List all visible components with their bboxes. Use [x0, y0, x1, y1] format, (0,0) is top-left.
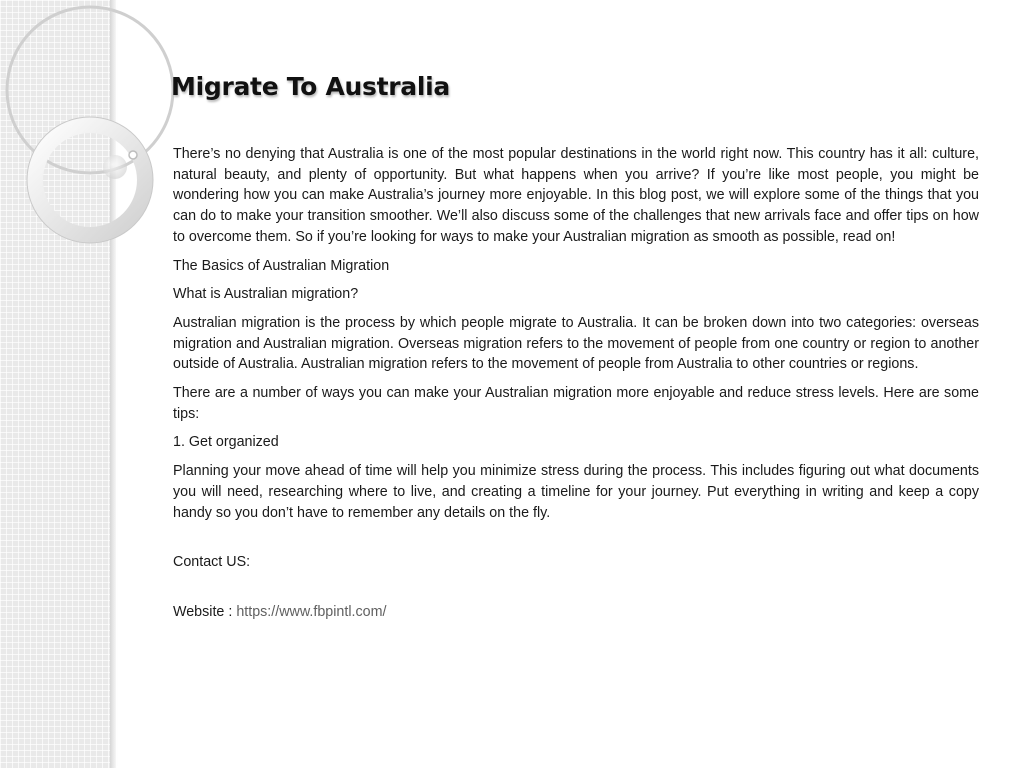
decorative-side-band [0, 0, 112, 768]
slide-title: Migrate To Australia [171, 72, 450, 101]
website-link[interactable]: https://www.fbpintl.com/ [236, 603, 387, 620]
slide-body [173, 144, 979, 631]
contact-label: Contact US: [173, 554, 251, 571]
website-line [173, 602, 979, 623]
tip-paragraph: Planning your move ahead of time will help you minimize stress during the process. This includes figuring out what documents you will need, researching where to live, and creating a timeline for your journey. Put everything in writing and keep a copy handy so you don’t have to remember any details on the fly. [173, 463, 979, 521]
intro-paragraph: There’s no denying that Australia is one of the most popular destinations in the world right now. This country has it all: culture, natural beauty, and plenty of opportunity. But what happens when you arrive? If you’re like most people, you might be wondering how you can make Australia’s journey more enjoyable. In this blog post, we will explore some of the things that you can do to make your transition smoother. We’ll also discuss some of the challenges that new arrivals face and offer tips on how to overcome them. So if you’re looking for ways to make your Australian migration as smooth as possible, read on! [173, 146, 979, 245]
website-label: Website : [173, 603, 237, 620]
question-heading: What is Australian migration? [173, 286, 359, 303]
tips-intro-paragraph: There are a number of ways you can make your Australian migration more enjoyable and reduce stress levels. Here are some tips: [173, 385, 979, 422]
section-heading: The Basics of Australian Migration [173, 257, 390, 274]
definition-paragraph: Australian migration is the process by which people migrate to Australia. It can be broken down into two categories: overseas migration and Australian migration. Overseas migration refers to the movement of people from one country or region to another outside of Australia. Australian migration refers to the movement of people from Australia to other countries or regions. [173, 314, 979, 373]
bullet-dot [129, 151, 137, 159]
tip-heading: 1. Get organized [173, 434, 279, 451]
side-band-edge [110, 0, 116, 768]
